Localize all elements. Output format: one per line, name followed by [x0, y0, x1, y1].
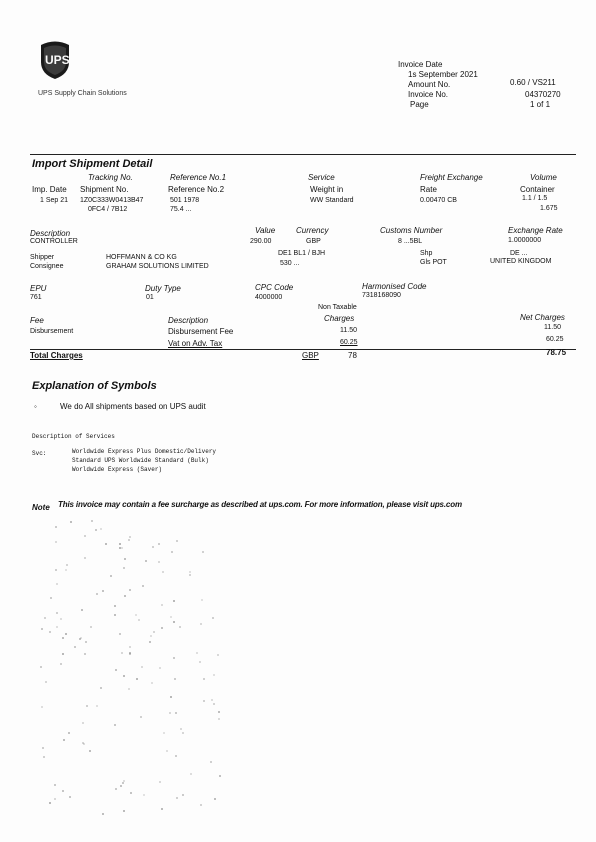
scan-speck [218, 718, 220, 720]
h-cpc: CPC Code [255, 283, 294, 292]
invoice-no-value: 04370270 [525, 90, 561, 99]
scan-speck [142, 585, 144, 587]
scan-speck [105, 543, 107, 545]
note-text: This invoice may contain a fee surcharge as described at ups.com. For more information, please visit ups.com [58, 500, 462, 509]
shipper-country-label: Shp [420, 250, 433, 257]
h-epu: EPU [30, 284, 47, 293]
scan-speck [41, 706, 43, 708]
v-volume: 1.1 / 1.5 [522, 195, 548, 202]
scan-speck [62, 637, 64, 639]
scan-speck [54, 784, 56, 786]
h-container: Container [520, 185, 555, 194]
scan-speck [213, 703, 215, 705]
scan-speck [49, 802, 51, 804]
scan-speck [210, 761, 212, 763]
scan-speck [141, 666, 143, 668]
v-date: 1 Sep 21 [40, 197, 69, 204]
service-2: Standard UPS Worldwide Standard (Bulk) [72, 457, 209, 464]
scan-speck [96, 593, 98, 595]
scan-speck [219, 775, 221, 777]
scan-speck [182, 794, 184, 796]
scan-speck [202, 551, 204, 553]
scan-speck [54, 798, 56, 800]
scan-speck [44, 617, 46, 619]
scan-speck [143, 794, 145, 796]
scan-speck [114, 724, 116, 726]
scan-speck [90, 626, 92, 628]
scan-speck [121, 547, 123, 549]
scan-speck [171, 551, 173, 553]
service-3: Worldwide Express (Saver) [72, 466, 163, 473]
charge-row-2-description: Vat on Adv. Tax [168, 339, 223, 348]
scan-speck [218, 711, 220, 713]
scan-speck [69, 796, 71, 798]
scan-speck [81, 609, 83, 611]
consignee-label: Consignee [30, 263, 64, 270]
h-shipment: Shipment No. [80, 185, 129, 194]
v-reference: 501 1978 [170, 197, 200, 204]
scan-speck [130, 792, 132, 794]
total-rule [30, 349, 576, 350]
scan-speck [123, 780, 125, 782]
v-shipment: 0FC4 / 7B12 [88, 206, 128, 213]
scan-speck [166, 750, 168, 752]
h-duty-type: Duty Type [145, 284, 181, 293]
scan-speck [196, 652, 198, 654]
scan-speck [56, 583, 58, 585]
scan-speck [96, 705, 98, 707]
scan-speck [123, 567, 125, 569]
scan-speck [55, 569, 57, 571]
scan-speck [65, 569, 67, 571]
scan-speck [68, 732, 70, 734]
scan-speck [151, 682, 153, 684]
invoice-no-label: Invoice No. [408, 90, 449, 99]
scan-speck [43, 756, 45, 758]
scan-speck [82, 742, 84, 744]
h-net: Net Charges [520, 313, 565, 322]
v-customs: 8 ...5BL [398, 238, 423, 245]
scan-speck [62, 790, 64, 792]
logo-text: UPS [45, 53, 70, 67]
scan-speck [84, 653, 86, 655]
scan-speck [115, 788, 117, 790]
amount-label: Amount No. [408, 80, 451, 89]
scan-speck [129, 589, 131, 591]
scan-speck [203, 700, 205, 702]
charge-row-1-description: Disbursement Fee [168, 327, 234, 336]
scan-speck [45, 681, 47, 683]
h-non-taxable: Non Taxable [318, 304, 357, 311]
scan-speck [56, 612, 58, 614]
scan-speck [173, 600, 175, 602]
v-description: CONTROLLER [30, 238, 78, 245]
h-exchange: Exchange Rate [508, 226, 563, 235]
scan-speck [129, 653, 131, 655]
v-tracking: 1Z0C333W0413B47 [80, 197, 144, 204]
h-fee: Fee [30, 316, 44, 325]
service-1: Worldwide Express Plus Domestic/Delivery [72, 448, 217, 455]
section-top-rule [30, 154, 576, 155]
scan-speck [91, 520, 93, 522]
scan-speck [138, 619, 140, 621]
consignee-value: GRAHAM SOLUTIONS LIMITED [106, 263, 209, 270]
scan-speck [114, 605, 116, 607]
scan-speck [129, 536, 131, 538]
scan-speck [63, 739, 65, 741]
scan-speck [213, 674, 215, 676]
h-freight: Freight Exchange [420, 173, 483, 182]
scan-speck [200, 623, 202, 625]
charge-row-1-net: 11.50 [544, 324, 561, 331]
scan-speck [135, 614, 137, 616]
v-exchange: 1.0000000 [508, 237, 542, 244]
scan-speck [199, 661, 201, 663]
scan-speck [70, 521, 72, 523]
scan-speck [80, 637, 82, 639]
scan-speck [170, 696, 172, 698]
scan-speck [100, 687, 102, 689]
scan-speck [66, 564, 68, 566]
scan-speck [100, 528, 102, 530]
scan-speck [212, 617, 214, 619]
v-epu: 761 [30, 294, 42, 301]
scan-speck [153, 631, 155, 633]
h-reference2: Reference No.2 [168, 185, 225, 194]
scan-speck [175, 755, 177, 757]
h-commodity: Harmonised Code [362, 282, 427, 291]
scan-speck [121, 652, 123, 654]
section-title: Import Shipment Detail [32, 158, 153, 170]
scan-speck [201, 599, 203, 601]
scan-speck [119, 543, 121, 545]
total-value: 78.75 [546, 348, 567, 357]
h-customs: Customs Number [380, 226, 443, 235]
services-header: Description of Services [32, 433, 115, 440]
scan-speck [120, 785, 122, 787]
scan-speck [102, 590, 104, 592]
charge-row-1-fee: Disbursement [30, 328, 74, 335]
scan-speck [41, 628, 43, 630]
scan-speck [189, 571, 191, 573]
bullet-icon: ◦ [34, 402, 37, 411]
scan-speck [136, 678, 138, 680]
scan-speck [169, 712, 171, 714]
scan-speck [40, 666, 42, 668]
shipper-country: DE ... [510, 250, 528, 257]
scan-speck [82, 722, 84, 724]
scan-speck [122, 782, 124, 784]
scan-speck [55, 526, 57, 528]
h-currency: Currency [296, 226, 329, 235]
scan-speck [60, 618, 62, 620]
charge-row-2-charge: 60.25 [340, 339, 358, 346]
consignee-country: UNITED KINGDOM [490, 258, 552, 265]
scan-speck [174, 678, 176, 680]
total-mid: 78 [348, 351, 357, 360]
scan-speck [161, 808, 163, 810]
scan-speck [163, 732, 165, 734]
scan-speck [214, 798, 216, 800]
h-volume: Volume [530, 173, 557, 182]
v-container: 1.675 [540, 205, 558, 212]
v-currency: GBP [306, 238, 321, 245]
scan-speck [50, 597, 52, 599]
scan-speck [162, 571, 164, 573]
scan-speck [189, 574, 191, 576]
scan-speck [102, 813, 104, 815]
scan-speck [176, 540, 178, 542]
shipper-ref: DE1 BL1 / BJH [278, 250, 326, 257]
scan-speck [86, 705, 88, 707]
h-rate: Rate [420, 185, 437, 194]
scan-speck [173, 621, 175, 623]
scan-speck [159, 667, 161, 669]
shipper-value: HOFFMANN & CO KG [106, 254, 177, 261]
h-description: Description [30, 229, 71, 238]
h-service: Service [308, 173, 335, 182]
scan-speck [149, 641, 151, 643]
scan-speck [123, 675, 125, 677]
scan-speck [140, 716, 142, 718]
symbols-line: We do All shipments based on UPS audit [60, 402, 206, 411]
scan-speck [123, 810, 125, 812]
total-currency: GBP [302, 351, 319, 360]
scan-speck [180, 728, 182, 730]
charge-row-1-charge: 11.50 [340, 327, 357, 334]
v-service: WW Standard [310, 197, 354, 204]
scan-speck [158, 543, 160, 545]
scan-speck [56, 626, 58, 628]
scan-speck [129, 646, 131, 648]
scan-speck [159, 781, 161, 783]
v-commodity: 7318168090 [362, 292, 401, 299]
note-label: Note [32, 503, 50, 512]
scan-speck [85, 641, 87, 643]
scan-speck [62, 653, 64, 655]
v-duty-type: 01 [146, 294, 154, 301]
scan-speck [89, 750, 91, 752]
scan-speck [161, 604, 163, 606]
total-label: Total Charges [30, 351, 83, 360]
scan-speck [74, 646, 76, 648]
scan-speck [110, 575, 112, 577]
scan-speck [119, 633, 121, 635]
scan-speck [124, 595, 126, 597]
scan-speck [190, 773, 192, 775]
scan-speck [179, 626, 181, 628]
scan-speck [170, 616, 172, 618]
company-line: UPS Supply Chain Solutions [38, 90, 127, 97]
symbols-title: Explanation of Symbols [32, 380, 157, 392]
scan-speck [217, 654, 219, 656]
scan-speck [161, 627, 163, 629]
scan-speck [114, 614, 116, 616]
consignee-ref: 530 ... [280, 260, 300, 267]
scan-speck [150, 635, 152, 637]
charge-row-2-net: 60.25 [546, 336, 564, 343]
scan-speck [55, 541, 57, 543]
scan-speck [84, 535, 86, 537]
scan-speck [211, 699, 213, 701]
scan-speck [115, 669, 117, 671]
scan-speck [145, 560, 147, 562]
scan-speck [128, 539, 130, 541]
scan-speck [158, 561, 160, 563]
scan-speck [95, 529, 97, 531]
scan-speck [65, 633, 67, 635]
scan-speck [42, 747, 44, 749]
invoice-date-value: 1s September 2021 [408, 70, 478, 79]
scan-speck [128, 688, 130, 690]
scan-speck [203, 678, 205, 680]
scan-speck [200, 804, 202, 806]
page-label: Page [410, 100, 429, 109]
scan-speck [152, 546, 154, 548]
consignee-country-label: Gls POT [420, 259, 447, 266]
scan-speck [175, 712, 177, 714]
page-value: 1 of 1 [530, 100, 551, 109]
v-rate: 0.00470 CB [420, 197, 457, 204]
shipper-label: Shipper [30, 254, 55, 261]
scan-speck [60, 663, 62, 665]
scan-speck [173, 657, 175, 659]
v-value: 290.00 [250, 238, 272, 245]
v-cpc: 4000000 [255, 294, 283, 301]
h-date: Imp. Date [32, 185, 67, 194]
services-label: Svc: [32, 450, 47, 457]
h-value: Value [255, 226, 276, 235]
h-weight: Weight in [310, 185, 344, 194]
amount-value: 0.60 / VS211 [510, 78, 556, 87]
scan-speck [176, 797, 178, 799]
ups-logo-icon [38, 40, 72, 85]
v-reference2: 75.4 ... [170, 206, 192, 213]
scan-speck [124, 558, 126, 560]
invoice-date-label: Invoice Date [398, 60, 443, 69]
h-charges: Charges [324, 314, 355, 323]
h-description-charges: Description [168, 316, 209, 325]
scan-speck [182, 732, 184, 734]
scan-speck [84, 557, 86, 559]
h-reference: Reference No.1 [170, 173, 227, 182]
h-tracking: Tracking No. [88, 173, 133, 182]
scan-speck [49, 631, 51, 633]
